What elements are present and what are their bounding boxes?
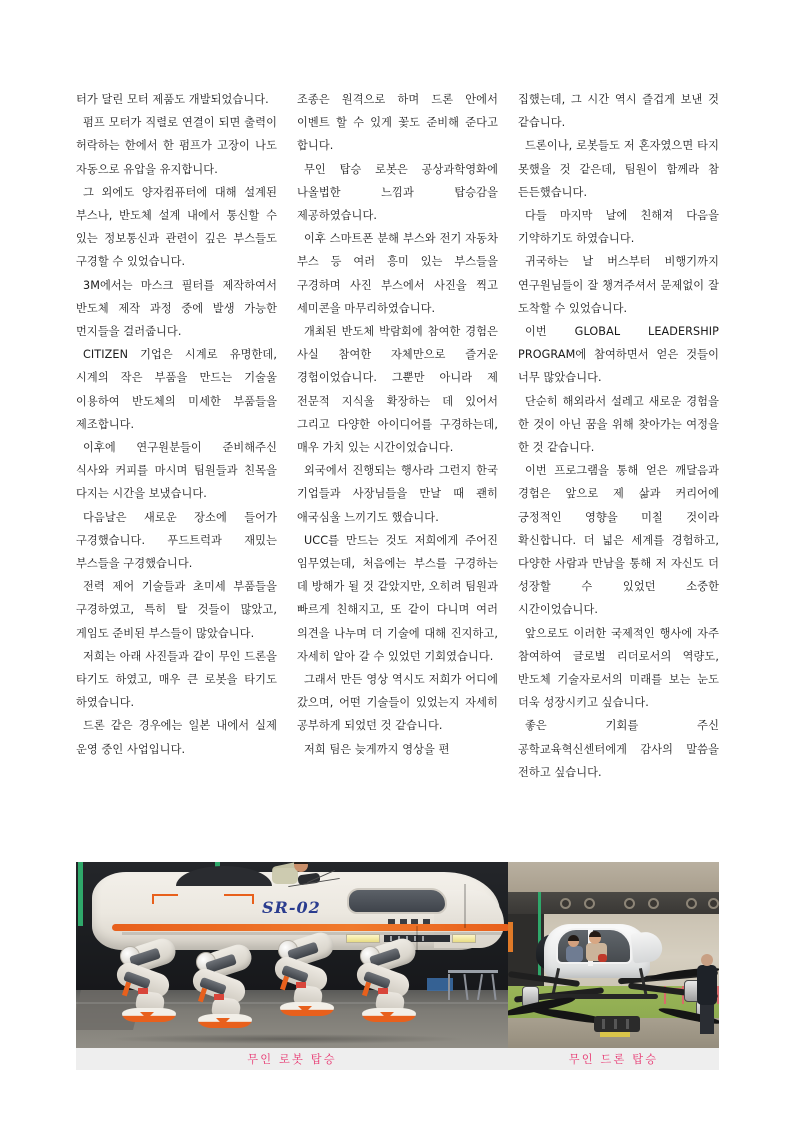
figure-robot (76, 862, 508, 1070)
paragraph: 이후에 연구원분들이 준비해주신 식사와 커피를 마시며 팀원들과 친목을 다지는 시간을 보냈습니다. (76, 441, 277, 501)
passenger (566, 936, 584, 962)
text-body (76, 88, 719, 784)
robot-window (347, 888, 447, 914)
ceiling-light (560, 898, 571, 909)
orange-stripe (112, 924, 508, 931)
robot-leg (272, 936, 350, 1032)
caution-decal (252, 894, 254, 904)
paragraph: 드론이나, 로봇들도 저 혼자였으면 타지 못했을 것 같은데, 팀원이 함께라 참 든든했습니다. (518, 139, 719, 199)
caution-decal (152, 894, 154, 904)
paragraph: 펌프 모터가 직렬로 연결이 되면 출력이 허락하는 한에서 한 펌프가 고장이 나도 자동으로 유압을 유지합니다. (76, 116, 277, 176)
figure-drone (508, 862, 719, 1070)
yellow-marker (600, 1032, 630, 1037)
robot-leg (354, 942, 432, 1038)
text-column-2 (297, 88, 498, 784)
ceiling-light (708, 898, 719, 909)
paragraph: 이번 GLOBAL LEADERSHIP PROGRAM에 참여하면서 얻은 것들이 너무 많았습니다. (518, 325, 719, 385)
three-column-layout (76, 88, 719, 784)
robot-leg (190, 948, 268, 1044)
paragraph: 그 외에도 양자컴퓨터에 대해 설계된 부스나, 반도체 설계 내에서 통신할 수 있는 정보통신과 관련이 깊은 부스들도 구경할 수 있었습니다. (76, 185, 277, 269)
bystander (697, 954, 717, 1034)
paragraph: 그래서 만든 영상 역시도 저희가 어디에 갔으며, 어떤 기술들이 있었는지 자세히 공부하게 되었던 것 같습니다. (297, 673, 498, 733)
equipment-box (594, 1016, 640, 1032)
paragraph: 저희는 아래 사진들과 같이 무인 드론을 타기도 하였고, 매우 큰 로봇을 타기도 하였습니다. (76, 649, 277, 710)
paragraph: 개최된 반도체 박람회에 참여한 경험은 사실 참여한 자체만으로 즐거운 경험이었습니다. 그뿐만 아니라 제 전문적 지식울 확장하는 데 있어서 그리고 다양한 아이디어를 구경하는데, 매우 가치 있는 시간이었습니다. (297, 325, 498, 455)
text-column-1 (76, 88, 277, 784)
figure-row (76, 862, 719, 1070)
figure-caption: 무인 드론 탑승 (568, 1053, 659, 1066)
paragraph: 터가 달린 모터 제품도 개발되었습니다. (76, 93, 269, 106)
paragraph: 다들 마지막 날에 친해져 다음을 기약하기도 하였습니다. (518, 209, 719, 246)
paragraph: 집했는데, 그 시간 역시 즐겁게 보낸 것 같습니다. (518, 93, 719, 130)
caution-decal (224, 894, 254, 896)
robot-headlight (452, 934, 476, 943)
paragraph: 이번 프로그램을 통해 얻은 깨달음과 경험은 앞으로 제 삶과 커리어에 긍정적인 영향을 미칠 것이라 확신합니다. 더 넓은 세계를 경험하고, 다양한 사람과 만남을 통해 저 자신도 더 성장할 수 있었던 소중한 시간이었습니다. (518, 464, 719, 617)
folding-chairs (448, 966, 500, 1000)
ceiling-light (686, 898, 697, 909)
ceiling-light (584, 898, 595, 909)
orange-marker (508, 922, 513, 952)
drone-caption-bar (508, 1048, 719, 1070)
robot-model-decal: SR-02 (262, 898, 321, 917)
robot-leg (114, 942, 192, 1038)
paragraph: 조종은 원격으로 하며 드론 안에서 이벤트 할 수 있게 꽃도 준비해 준다고 합니다. (297, 93, 498, 153)
text-column-3 (518, 88, 719, 784)
rider-figure (268, 862, 310, 884)
paragraph: 귀국하는 날 버스부터 비행기까지 연구원님들이 잘 챙겨주셔서 문제없이 잘 도착할 수 있었습니다. (518, 255, 719, 315)
paragraph: 다음날은 새로운 장소에 들어가 구경했습니다. 푸드트럭과 재밌는 부스들을 구경했습니다. (76, 510, 277, 571)
drone-photo (508, 862, 719, 1048)
robot-caption-bar (76, 1048, 508, 1070)
paragraph: 앞으로도 이러한 국제적인 행사에 자주 참여하여 글로벌 리더로서의 역량도, 반도체 기술자로서의 미래를 보는 눈도 더욱 성장시키고 싶습니다. (518, 626, 719, 710)
ceiling-light (648, 898, 659, 909)
paragraph: 이후 스마트폰 분해 부스와 전기 자동차 부스 등 여러 흥미 있는 부스들을 구경하며 사진 부스에서 사진을 찍고 세미콘을 마무리하였습니다. (297, 232, 498, 315)
green-post (78, 862, 83, 926)
paragraph: 외국에서 진행되는 행사라 그런지 한국 기업들과 사장님들을 만날 때 괜히 애국심울 느끼기도 했습니다. (297, 464, 498, 524)
paragraph: 좋은 기회를 주신 공학교육혁신센터에게 감사의 말씀을 전하고 싶습니다. (518, 719, 719, 779)
paragraph: 드론 같은 경우에는 일본 내에서 실제 운영 중인 사업입니다. (76, 719, 277, 756)
panel-seam (464, 884, 466, 928)
paragraph: UCC를 만드는 것도 저희에게 주어진 임무였는데, 처음에는 부스를 구경하는 데 방해가 될 것 같았지만, 오히려 팀원과 빠르게 친해지고, 또 같이 다니며 여러 의견을 나누며 더 기술에 대해 진지하고, 자세히 알아 갈 수 있었던 기회였습니다. (297, 533, 498, 663)
paragraph: CITIZEN 기업은 시계로 유명한데, 시계의 작은 부품을 만드는 기술울 이용하여 반도체의 미세한 부품들을 제조합니다. (76, 348, 277, 431)
paragraph: 단순히 해외라서 설레고 새로운 경험을 한 것이 아닌 꿈을 위해 찾아가는 여정을 한 것 같습니다. (518, 394, 719, 455)
passenger (586, 932, 608, 964)
caution-decal (152, 894, 178, 896)
paragraph: 무인 탑승 로봇은 공상과학영화에 나올법한 느낌과 탑승감을 제공하였습니다. (297, 162, 498, 223)
figure-caption: 무인 로봇 탑승 (247, 1053, 337, 1066)
robot-photo (76, 862, 508, 1048)
paragraph: 저희 팀은 늦게까지 영상을 편 (304, 742, 450, 756)
ceiling (508, 862, 719, 892)
ceiling-light (624, 898, 635, 909)
paragraph: 3M에서는 마스크 필터를 제작하여서 반도체 제작 과정 중에 발생 가능한 먼지들을 걸러줍니다. (76, 278, 277, 339)
paragraph: 전력 제어 기술들과 초미세 부품들을 구경하였고, 특히 탈 것들이 많았고, 게임도 준비된 부스들이 많았습니다. (76, 580, 277, 640)
ground-shadow (106, 1034, 466, 1044)
